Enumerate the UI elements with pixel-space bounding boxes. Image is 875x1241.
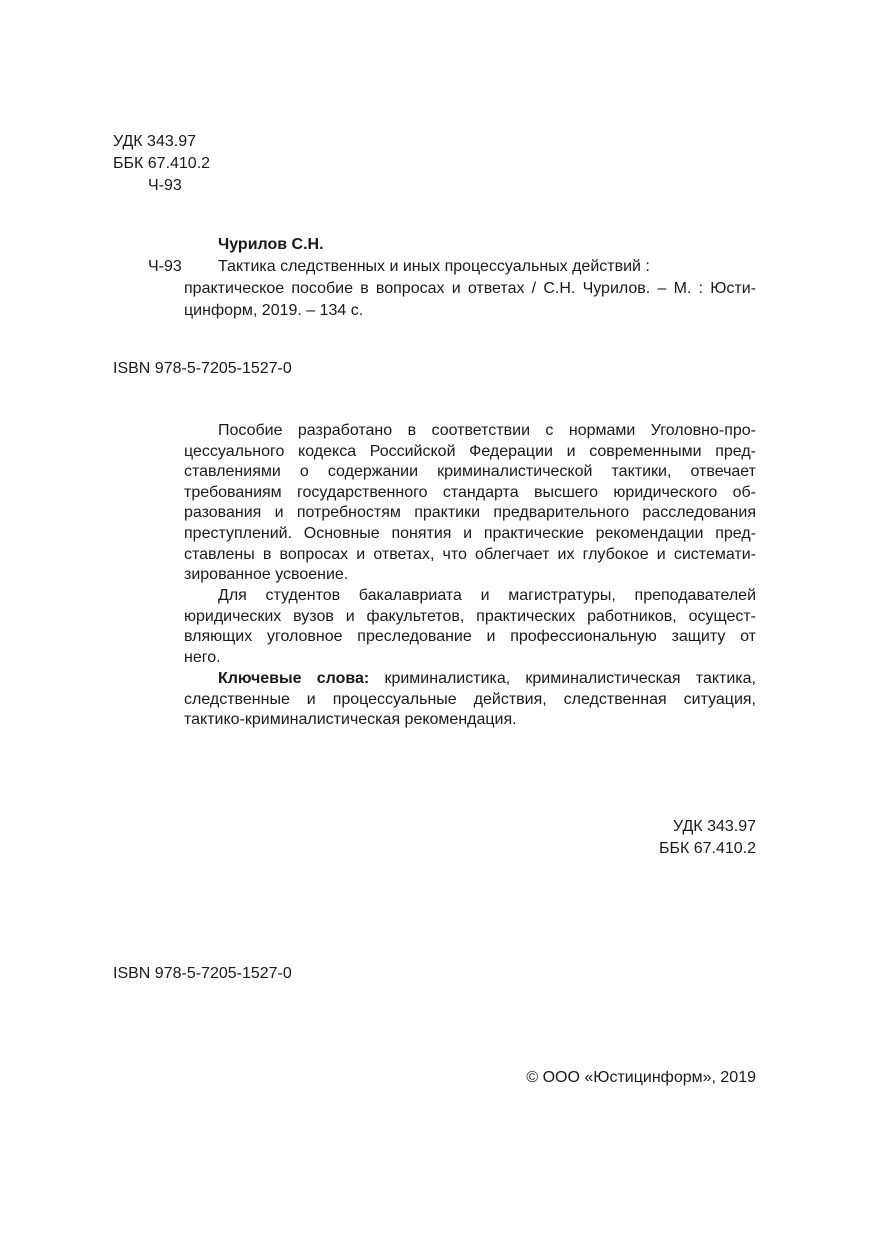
- annotation-line: требованиям государственного стандарта высшего юридического об-: [184, 483, 756, 501]
- isbn-bottom: ISBN 978-5-7205-1527-0: [113, 965, 292, 982]
- annotation-line: ставлениями о содержании криминалистической тактики, отвечает: [184, 463, 756, 481]
- annotation-line: цессуального кодекса Российской Федерации и современными пред-: [184, 442, 756, 460]
- keywords-label: Ключевые слова:: [218, 670, 370, 687]
- annotation-line: него.: [184, 648, 221, 666]
- keywords-text-3: тактико-криминалистическая рекомендация.: [184, 711, 517, 729]
- annotation-line: вляющих уголовное преследование и профессиональную защиту от: [184, 628, 756, 646]
- annotation-line: Пособие разработано в соответствии с нормами Уголовно-про-: [218, 422, 756, 439]
- bib-title-line-1: Тактика следственных и иных процессуальных действий :: [218, 258, 650, 275]
- keywords-paragraph: [184, 669, 756, 731]
- udk-code-bottom: УДК 343.97: [673, 818, 756, 835]
- bib-title-line-2: практическое пособие в вопросах и ответах / С.Н. Чурилов. – М. : Юсти-: [184, 280, 756, 297]
- copyright-notice: © ООО «Юстицинформ», 2019: [526, 1069, 756, 1086]
- annotation-line: преступлений. Основные понятия и практические рекомендации пред-: [184, 524, 756, 542]
- annotation-paragraph-2: [184, 586, 756, 668]
- keywords-text-1: криминалистика, криминалистическая тактика,: [384, 670, 756, 687]
- bbk-code-top: ББК 67.410.2: [113, 155, 211, 172]
- annotation-line: Для студентов бакалавриата и магистратуры, преподавателей: [218, 587, 756, 604]
- bib-author: Чурилов С.Н.: [218, 236, 324, 253]
- annotation-paragraph-1: [184, 421, 756, 586]
- isbn-top: ISBN 978-5-7205-1527-0: [113, 360, 292, 377]
- annotation-line: зированное усвоение.: [184, 566, 349, 584]
- bbk-code-bottom: ББК 67.410.2: [658, 840, 756, 857]
- annotation-line: разования и потребностям практики предварительного расследования: [184, 504, 756, 522]
- bib-title-line-3: цинформ, 2019. – 134 с.: [184, 302, 364, 319]
- author-mark-top: Ч-93: [148, 177, 182, 194]
- bib-author-mark: Ч-93: [148, 258, 182, 275]
- annotation-line: юридических вузов и факультетов, практических работников, осущест-: [184, 607, 756, 625]
- annotation-line: ставлены в вопросах и ответах, что облегчает их глубокое и системати-: [184, 545, 756, 563]
- udk-code-top: УДК 343.97: [113, 133, 196, 150]
- bib-description: [184, 278, 756, 322]
- keywords-text-2: следственные и процессуальные действия, следственная ситуация,: [184, 690, 756, 708]
- keywords-line-1: [184, 669, 756, 690]
